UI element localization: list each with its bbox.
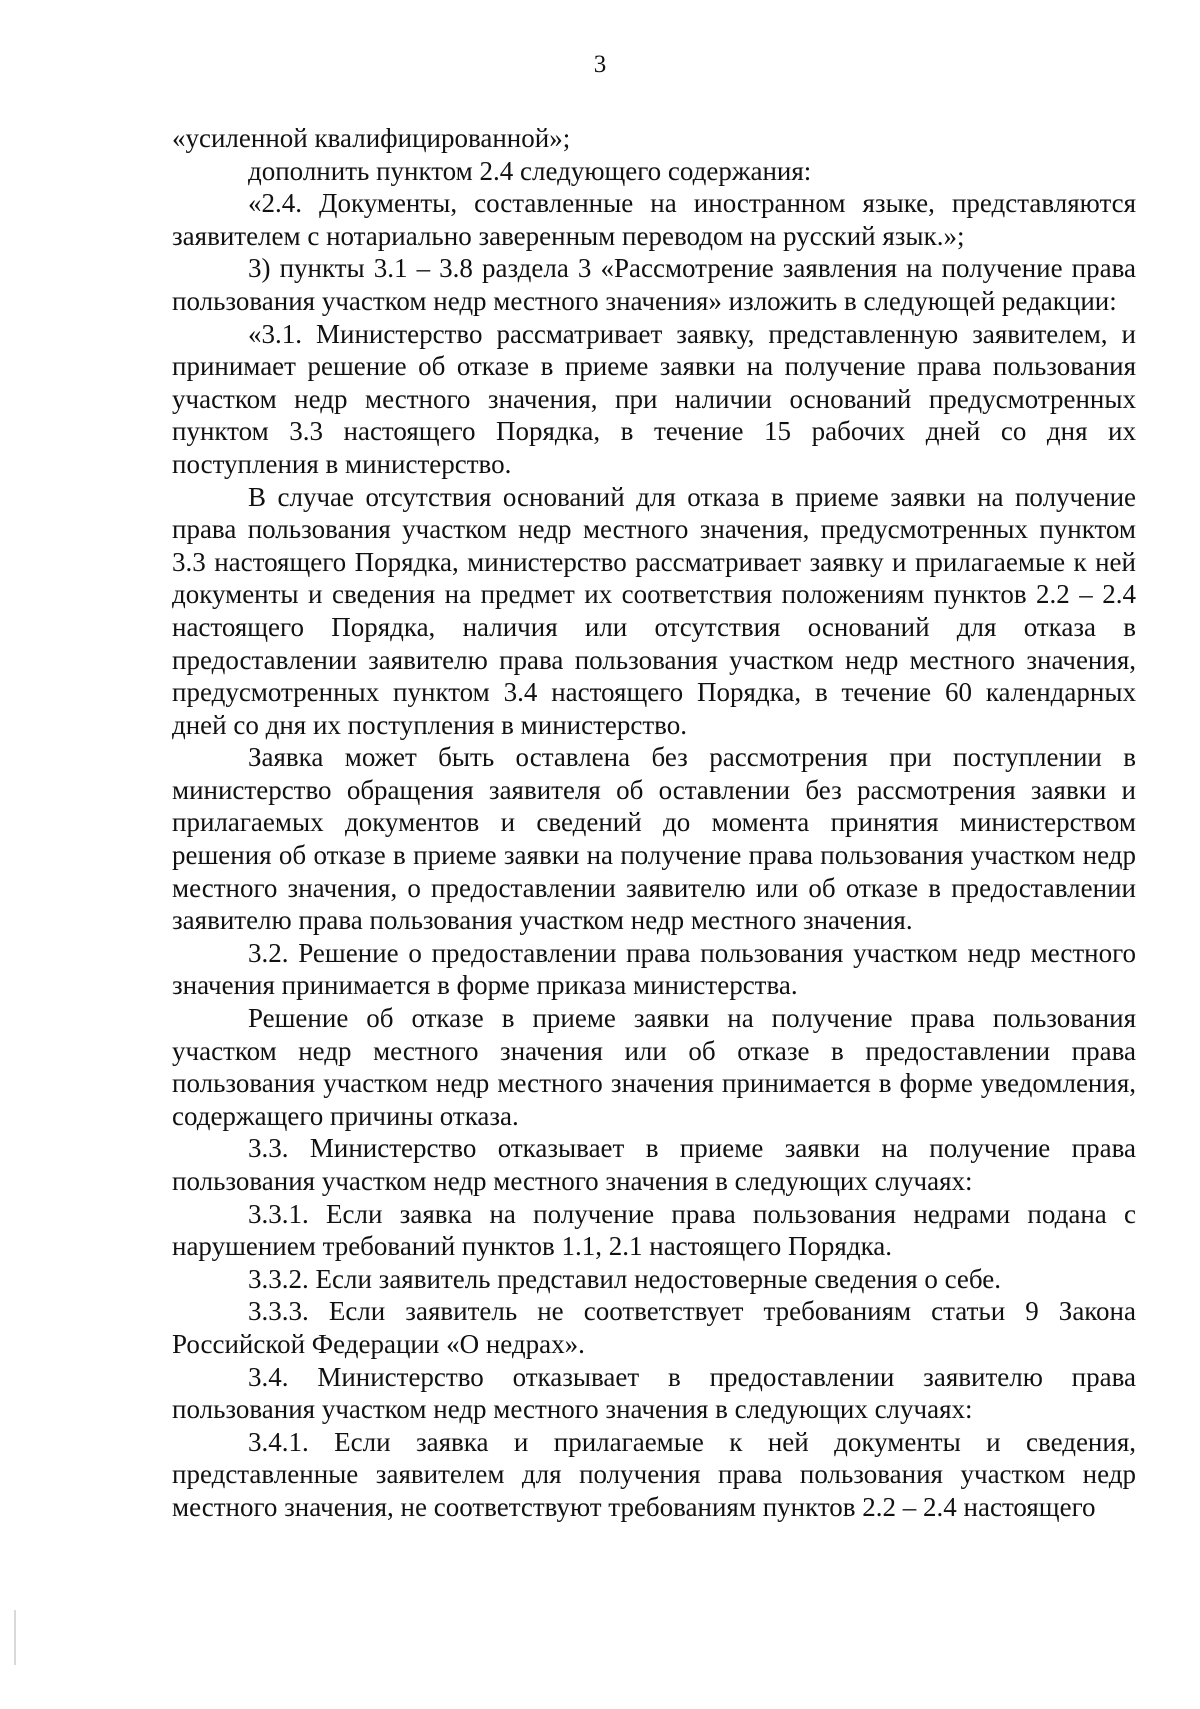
document-body — [172, 122, 1136, 1524]
paragraph-point-3-4-1: 3.4.1. Если заявка и прилагаемые к ней документы и сведения, представленные заявителем для получения права пользования участком недр местного значения, не соответствуют требованиям пунктов 2.2 – 2.4 настоящего — [172, 1426, 1136, 1522]
paragraph-point-3-1: «3.1. Министерство рассматривает заявку, представленную заявителем, и принимает решение об отказе в приеме заявки на получение права пользования участком недр местного значения, при наличии оснований предусмотренных пунктом 3.3 настоящего Порядка, в течение 15 рабочих дней со дня их поступления в министерство. — [172, 318, 1136, 479]
paragraph-point-3-3: 3.3. Министерство отказывает в приеме заявки на получение права пользования участком недр местного значения в следующих случаях: — [172, 1133, 1136, 1196]
paragraph-point-3-3-3: 3.3.3. Если заявитель не соответствует требованиям статьи 9 Закона Российской Федерации «О недрах». — [172, 1296, 1136, 1359]
paragraph-point-2-4: «2.4. Документы, составленные на иностранном языке, представляются заявителем с нотариально заверенным переводом на русский язык.»; — [172, 188, 1136, 251]
page-number: 3 — [593, 51, 607, 78]
paragraph-continuation: «усиленной квалифицированной»; — [172, 123, 571, 153]
paragraph-section-3-edit: 3) пункты 3.1 – 3.8 раздела 3 «Рассмотрение заявления на получение права пользования участком недр местного значения» изложить в следующей редакции: — [172, 253, 1136, 316]
paragraph-point-3-3-2: 3.3.2. Если заявитель представил недостоверные сведения о себе. — [248, 1263, 1002, 1294]
scan-edge-mark — [14, 1610, 16, 1665]
paragraph-refusal-decision: Решение об отказе в приеме заявки на получение права пользования участком недр местного значения или об отказе в предоставлении права пользования участком недр местного значения принимается в форме уведомления, содержащего причины отказа. — [172, 1003, 1136, 1131]
paragraph-left-unconsidered: Заявка может быть оставлена без рассмотрения при поступлении в министерство обращения заявителя об оставлении без рассмотрения заявки и прилагаемых документов и сведений до момента принятия министерством решения об отказе в приеме заявки на получение права пользования участком недр местного значения, о предоставлении заявителю или об отказе в предоставлении заявителю права пользования участком недр местного значения. — [172, 742, 1136, 936]
paragraph-add-point: дополнить пунктом 2.4 следующего содержания: — [248, 155, 812, 186]
paragraph-point-3-2: 3.2. Решение о предоставлении права пользования участком недр местного значения принимается в форме приказа министерства. — [172, 937, 1136, 1001]
paragraph-no-grounds: В случае отсутствия оснований для отказа в приеме заявки на получение права пользования участком недр местного значения, предусмотренных пунктом 3.3 настоящего Порядка, министерство рассматривает заявку и прилагаемые к ней документы и сведения на предмет их соответствия положениям пунктов 2.2 – 2.4 настоящего Порядка, наличия или отсутствия оснований для отказа в предоставлении заявителю права пользования участком недр местного значения, предусмотренных пунктом 3.4 настоящего Порядка, в течение 60 календарных дней со дня их поступления в министерство. — [172, 481, 1136, 740]
paragraph-point-3-4: 3.4. Министерство отказывает в предоставлении заявителю права пользования участком недр местного значения в следующих случаях: — [172, 1361, 1136, 1425]
paragraph-point-3-3-1: 3.3.1. Если заявка на получение права пользования недрами подана с нарушением требований пунктов 1.1, 2.1 настоящего Порядка. — [172, 1198, 1136, 1262]
